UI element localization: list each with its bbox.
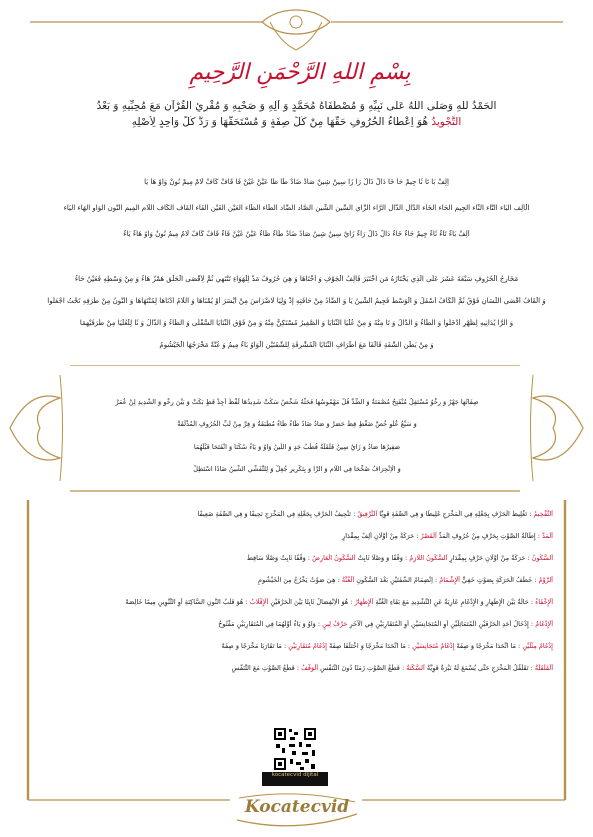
- term-text: وَقْفًا ثَابِتٌ وَصْلًا سَاقِطٌ: [246, 554, 306, 562]
- tajweed-label: اَلتَّجْوِيدُ: [431, 116, 462, 128]
- term-label: اَلسُّكُونُ الْعَارِضُ: [312, 554, 356, 562]
- term-text: حَرَكَةٌ مِنْ أَوَّلَانِ أَلِفٌ بِمِقْدَارٍ: [342, 532, 415, 540]
- intro-line: اَلْحَمْدُ للهِ وَصَلَّى اللهُ عَلَى نَبِيِّهِ وَ مُصْطَفَاهُ مُحَمَّدٍ وَ آلِهِ وَ صَحْبِهِ وَ مُقْرِئِ الْقُرْآنِ مَعَ مُحِبِّيهِ وَ بَعْدُ: [96, 100, 497, 112]
- sifat-line: صَفِيرُهَا صَادٌ وَ زَايٌ سِينُ قَلْقَلَةٌ قُطْبُ جَدٍ وَ اللِّينُ وَاوٌ وَ يَاءٌ سُكِّنَا وَ انْفَتَحَا قَبْلَهُمَا: [193, 443, 401, 451]
- top-ornament: [0, 0, 593, 60]
- term-label: اَلتَّفْخِيمُ: [533, 510, 553, 518]
- alphabet-row-2: الْأَلِف البَاء التَّاء الثَّاء الجِيم الحَاء الخَاء الدَّال الذَّال الرَّاء الزَّاي السِّين الشِّين الصَّاد الضَّاد الطَّاء الظَّاء العَيْن الغَيْن الفَاء القَاف الكَاف اللَّام المِيم النُّون الوَاو الهَاء اليَاء: [63, 204, 530, 212]
- term-row: اَلرَّوْمُ : خَطْفُ الْحَرَكَةِ بِصَوْتٍ خَفِيٍّ اَلْإِشْمَامُ : اِنْضِمَامُ الشَّفَتَيْنِ بَعْدَ السُّكُونِ اَلْغُنَّةُ : هِيَ صَوْتٌ يَخْرُجُ مِنَ الْخَيْشُومِ: [258, 576, 553, 584]
- term-text: مَا اتَّحَدَا مَخْرَجًا وَ اخْتَلَفَا صِفَةً: [329, 642, 406, 650]
- term-label: اَلْإِظْهَارُ: [354, 598, 374, 606]
- sifat-line: وَ الْاِنْحِرَافُ صُحِّحَا فِي اللَّامِ وَ الرَّا وَ بِتَكْرِيرٍ جُعِلْ وَ لِلتَّفَشِّي الشِّينُ ضَادًا اسْتَطِلْ: [193, 465, 401, 473]
- term-row: اَلْإِدْغَامُ : إِدْخَالُ أَحَدِ الْحَرْفَيْنِ الْمُتَمَاثِلَيْنِ أَوِ الْمُتَجَانِسَيْنِ أَوِ الْمُتَقَارِبَيْنِ فِي الْآخَرِ حَرْفُ لِينٍ : وَاوٌ وَ يَاءٌ أَوَّلُهُمَا فِي الْمُتَقَارِبَيْنِ مَفْتُوحٌ: [218, 620, 553, 628]
- term-label: اَلْغُنَّةُ: [341, 576, 355, 584]
- term-row: اَلتَّفْخِيمُ : تَغْلِيظُ الْحَرْفِ بِجَعْلِهِ فِي الْمَخْرَجِ غَلِيظًا وَ فِي الصِّفَةِ قَوِيًّا اَلتَّرْقِيقُ : تَنْحِيفُ الْحَرْفِ بِجَعْلِهِ فِي الْمَخْرَجِ نَحِيفًا وَ فِي الصِّفَةِ ضَعِيفًا: [197, 510, 553, 518]
- term-label: اَلْقَلْقَلَةُ: [534, 664, 553, 672]
- term-text: هُوَ قَلْبُ النُّونِ السَّاكِنَةِ أَوِ التَّنْوِينِ مِيمًا خَالِصَةً: [125, 598, 244, 606]
- qr-caption: kocatecvid dijital: [262, 772, 328, 786]
- term-text: حَالَةٌ بَيْنَ الْإِظْهَارِ وَ الْإِدْغَامِ عَارِيَةٌ عَنِ التَّشْدِيدِ مَعَ بَقَاءِ الْغُنَّةِ: [375, 598, 529, 606]
- qr-code[interactable]: [272, 726, 318, 772]
- term-text: وَقْفًا وَ وَصْلًا ثَابِتٌ: [357, 554, 403, 562]
- term-label: اَلْإِخْفَاءُ: [535, 598, 553, 606]
- term-text: إِطَالَةُ الصَّوْتِ بِحَرْفٍ مِنْ حُرُوفِ الْمَدِّ: [438, 532, 536, 540]
- alphabet-row-1: اِلِفْ بَا تَا ثَا جِيمْ حَا خَا دَالْ ذَالْ رَا زَا سِينْ شِينْ صَادْ ضَادْ طَا ظَا عَيْنْ غَيْنْ فَا قَافْ كَافْ لَامْ مِيمْ نُونْ وَاوْ هَا يَا: [144, 178, 449, 186]
- term-label: اَلْإِدْغَامُ: [535, 620, 553, 628]
- term-text: اِنْضِمَامُ الشَّفَتَيْنِ بَعْدَ السُّكُونِ: [356, 576, 433, 584]
- term-text: قَطْعُ الصَّوْتِ زَمَنًا دُونَ التَّنَفُّسِ: [320, 664, 400, 672]
- term-text: خَطْفُ الْحَرَكَةِ بِصَوْتٍ خَفِيٍّ: [462, 576, 533, 584]
- term-label: اَلْوَقْفُ: [301, 664, 319, 672]
- makharij-line: وَ الرَّا يُدَانِيهِ لِظَهْرٍ أَدْخَلُوا وَ الطَّاءُ وَ الدَّالُ وَ تَا مِنْهُ وَ مِنْ عُلْيَا الثَّنَايَا وَ الصَّفِيرُ مُسْتَكِنٌّ مِنْهُ وَ مِنْ فَوْقِ الثَّنَايَا السُّفْلَى وَ الظَّاءُ وَ الذَّالُ وَ ثَا لِلْعُلْيَا مِنْ طَرَفَيْهِمَا: [79, 319, 514, 327]
- sifat-line: صِفَاتُهَا جَهْرٌ وَ رِخْوٌ مُسْتَفِلٌ مُنْفَتِحٌ مُصْمَتَةٌ وَ الضِّدَّ قُلْ مَهْمُوسُهَا فَحَثَّهُ شَخْصٌ سَكَتْ شَدِيدُهَا لَفْظُ أَجِدْ قَطٍ بَكَتْ وَ بَيْنَ رِخْوٍ وَ الشَّدِيدِ لِنْ عُمَرْ: [115, 398, 479, 406]
- terms-list: [40, 510, 553, 686]
- term-text: مَا تَقَارَبَا مَخْرَجًا وَ صِفَةً: [221, 642, 282, 650]
- term-text: حَرَكَةٌ مِنْ أَوَّلَانِ حَرْفٍ بِمِقْدَارٍ: [449, 554, 526, 562]
- term-text: قَطْعُ الصَّوْتِ مَعَ التَّنَفُّسِ: [231, 664, 295, 672]
- term-text: هِيَ صَوْتٌ يَخْرُجُ مِنَ الْخَيْشُومِ: [258, 576, 336, 584]
- term-label: اَلسُّكُونُ اللَّازِمُ: [409, 554, 448, 562]
- term-text: هُوَ الْاِنْفِصَالُ ثَابِتًا بَيْنَ الْحَرْفَيْنِ: [270, 598, 349, 606]
- sifat-line: وَ سَبْعُ عُلْوٍ خُصَّ ضَغْطٍ قِظْ حَصَرْ وَ صَادُ ضَادٌ طَاءٌ ظَاءٌ مُطْبَقَةٌ وَ فِرَّ مِنْ لُبِّ الْحُرُوفِ الْمُذْلَقَةْ: [177, 420, 417, 428]
- term-label: إِدْغَامُ مُتَقَارِبَيْنِ: [288, 642, 327, 650]
- term-label: حَرْفُ لِينٍ: [322, 620, 348, 628]
- term-label: اَلْإِقْلَابُ: [249, 598, 269, 606]
- term-text: مَا اتَّحَدَا مَخْرَجًا وَ صِفَةً: [456, 642, 516, 650]
- term-label: اَلتَّرْقِيقُ: [357, 510, 378, 518]
- alphabet-row-3: اَلِفْ بَاءٌ تَاءٌ ثَاءٌ جِيمٌ حَاءٌ خَاءٌ دَالٌ ذَالٌ رَاءٌ زَايٌ سِينٌ شِينٌ صَادٌ ضَادٌ طَاءٌ ظَاءٌ عَيْنٌ غَيْنٌ فَاءٌ قَافٌ كَافٌ لَامٌ مِيمٌ نُونٌ وَاوٌ هَاءٌ يَاءٌ: [123, 230, 470, 238]
- tajweed-definition: هُوَ اِعْطَاءُ الْحُرُوفِ حَقَّهَا مِنْ كُلِّ صِفَةٍ وَ مُسْتَحَقَّهَا وَ رَدُّ كُلٍّ وَاحِدٍ لِأَصْلِهِ: [131, 116, 429, 128]
- term-label: اَلسُّكُونُ: [531, 554, 553, 562]
- term-label: إِدْغَامُ مِثْلَيْنِ: [522, 642, 553, 650]
- term-label: اَلْمَدُّ: [542, 532, 553, 540]
- term-text: تَنْحِيفُ الْحَرْفِ بِجَعْلِهِ فِي الْمَخْرَجِ نَحِيفًا وَ فِي الصِّفَةِ ضَعِيفًا: [197, 510, 351, 518]
- term-row: اَلسُّكُونُ : حَرَكَةٌ مِنْ أَوَّلَانِ حَرْفٍ بِمِقْدَارٍ اَلسُّكُونُ اللَّازِمُ : وَقْفًا وَ وَصْلًا ثَابِتٌ اَلسُّكُونُ الْعَارِضُ : وَقْفًا ثَابِتٌ وَصْلًا سَاقِطٌ: [246, 554, 553, 562]
- makharij-line: مَخَارِجُ الْحُرُوفِ سَبْعَةَ عَشَرَ عَلَى الَّذِي يَخْتَارُهُ مَنِ اخْتَبَرَ فَأَلِفُ الْجَوْفِ وَ أُخْتَاهَا وَ هِيَ حُرُوفُ مَدٍّ لِلْهَوَاءِ تَنْتَهِي ثُمَّ لِأَقْصَى الْحَلْقِ هَمْزٌ هَاءُ وَ مِنْ وَسْطِهِ فَعَيْنٌ حَاءُ: [74, 275, 519, 283]
- makharij-line: وَ مِنْ بَطْنِ الشَّفَةِ فَالْفَا مَعَ أَطْرَافِ الثَّنَايَا الْمُشْرِفَةِ لِلشَّفَتَيْنِ الْوَاوُ بَاءٌ مِيمُ وَ غُنَّةٌ مَخْرَجُهَا الْخَيْشُومُ: [159, 341, 434, 349]
- term-label: اَلرَّوْمُ: [538, 576, 553, 584]
- term-row: اَلْمَدُّ : إِطَالَةُ الصَّوْتِ بِحَرْفٍ مِنْ حُرُوفِ الْمَدِّ اَلْقَصْرُ : حَرَكَةٌ مِنْ أَوَّلَانِ أَلِفٌ بِمِقْدَارٍ: [342, 532, 553, 540]
- term-text: تَغْلِيظُ الْحَرْفِ بِجَعْلِهِ فِي الْمَخْرَجِ غَلِيظًا وَ فِي الصِّفَةِ قَوِيًّا: [379, 510, 528, 518]
- term-label: اَلْقَصْرُ: [420, 532, 437, 540]
- term-row: إِدْغَامُ مِثْلَيْنِ : مَا اتَّحَدَا مَخْرَجًا وَ صِفَةً إِدْغَامُ مُتَجَانِسَيْنِ : مَا اتَّحَدَا مَخْرَجًا وَ اخْتَلَفَا صِفَةً إِدْغَامُ مُتَقَارِبَيْنِ : مَا تَقَارَبَا مَخْرَجًا وَ صِفَةً: [221, 642, 553, 650]
- term-row: اَلْقَلْقَلَةُ : تَقَلْقُلُ الْمَخْرَجِ حَتَّى يُسْمَعَ لَهُ نَبْرَةٌ قَوِيَّةٌ اَلسَّكْتَةُ : قَطْعُ الصَّوْتِ زَمَنًا دُونَ التَّنَفُّسِ اَلْوَقْفُ : قَطْعُ الصَّوْتِ مَعَ التَّنَفُّسِ: [231, 664, 553, 672]
- term-label: اَلسَّكْتَةُ: [406, 664, 425, 672]
- term-label: إِدْغَامُ مُتَجَانِسَيْنِ: [412, 642, 455, 650]
- basmala-heading: بِسْمِ اللهِ الرَّحْمَنِ الرَّحِيمِ: [189, 60, 411, 85]
- makharij-line: وَ الْقَافُ أَقْصَى اللِّسَانِ فَوْقُ ثُمَّ الْكَافُ أَسْفَلُ وَ الْوَسْطُ فَجِيمُ الشِّينُ يَا وَ الضَّادُ مِنْ حَافَتِهِ إِذْ وَلِيَا لَاضْرَاسَ مِنْ أَيْسَرَ أَوْ يُمْنَاهَا وَ اللَّامُ أَدْنَاهَا لِمُنْتَهَاهَا وَ النُّونُ مِنْ طَرَفِهِ تَحْتُ اجْعَلُوا: [47, 297, 546, 305]
- term-label: اَلْإِشْمَامُ: [439, 576, 460, 584]
- term-row: اَلْإِخْفَاءُ : حَالَةٌ بَيْنَ الْإِظْهَارِ وَ الْإِدْغَامِ عَارِيَةٌ عَنِ التَّشْدِيدِ مَعَ بَقَاءِ الْغُنَّةِ اَلْإِظْهَارُ : هُوَ الْاِنْفِصَالُ ثَابِتًا بَيْنَ الْحَرْفَيْنِ اَلْإِقْلَابُ : هُوَ قَلْبُ النُّونِ السَّاكِنَةِ أَوِ التَّنْوِينِ مِيمًا خَالِصَةً: [125, 598, 553, 606]
- term-text: وَاوٌ وَ يَاءٌ أَوَّلُهُمَا فِي الْمُتَقَارِبَيْنِ مَفْتُوحٌ: [218, 620, 316, 628]
- brand-logo-text: Kocatecvid: [244, 797, 350, 817]
- term-text: تَقَلْقُلُ الْمَخْرَجِ حَتَّى يُسْمَعَ لَهُ نَبْرَةٌ قَوِيَّةٌ: [426, 664, 529, 672]
- term-text: إِدْخَالُ أَحَدِ الْحَرْفَيْنِ الْمُتَمَاثِلَيْنِ أَوِ الْمُتَجَانِسَيْنِ أَوِ الْمُتَقَارِبَيْنِ فِي الْآخَرِ: [349, 620, 529, 628]
